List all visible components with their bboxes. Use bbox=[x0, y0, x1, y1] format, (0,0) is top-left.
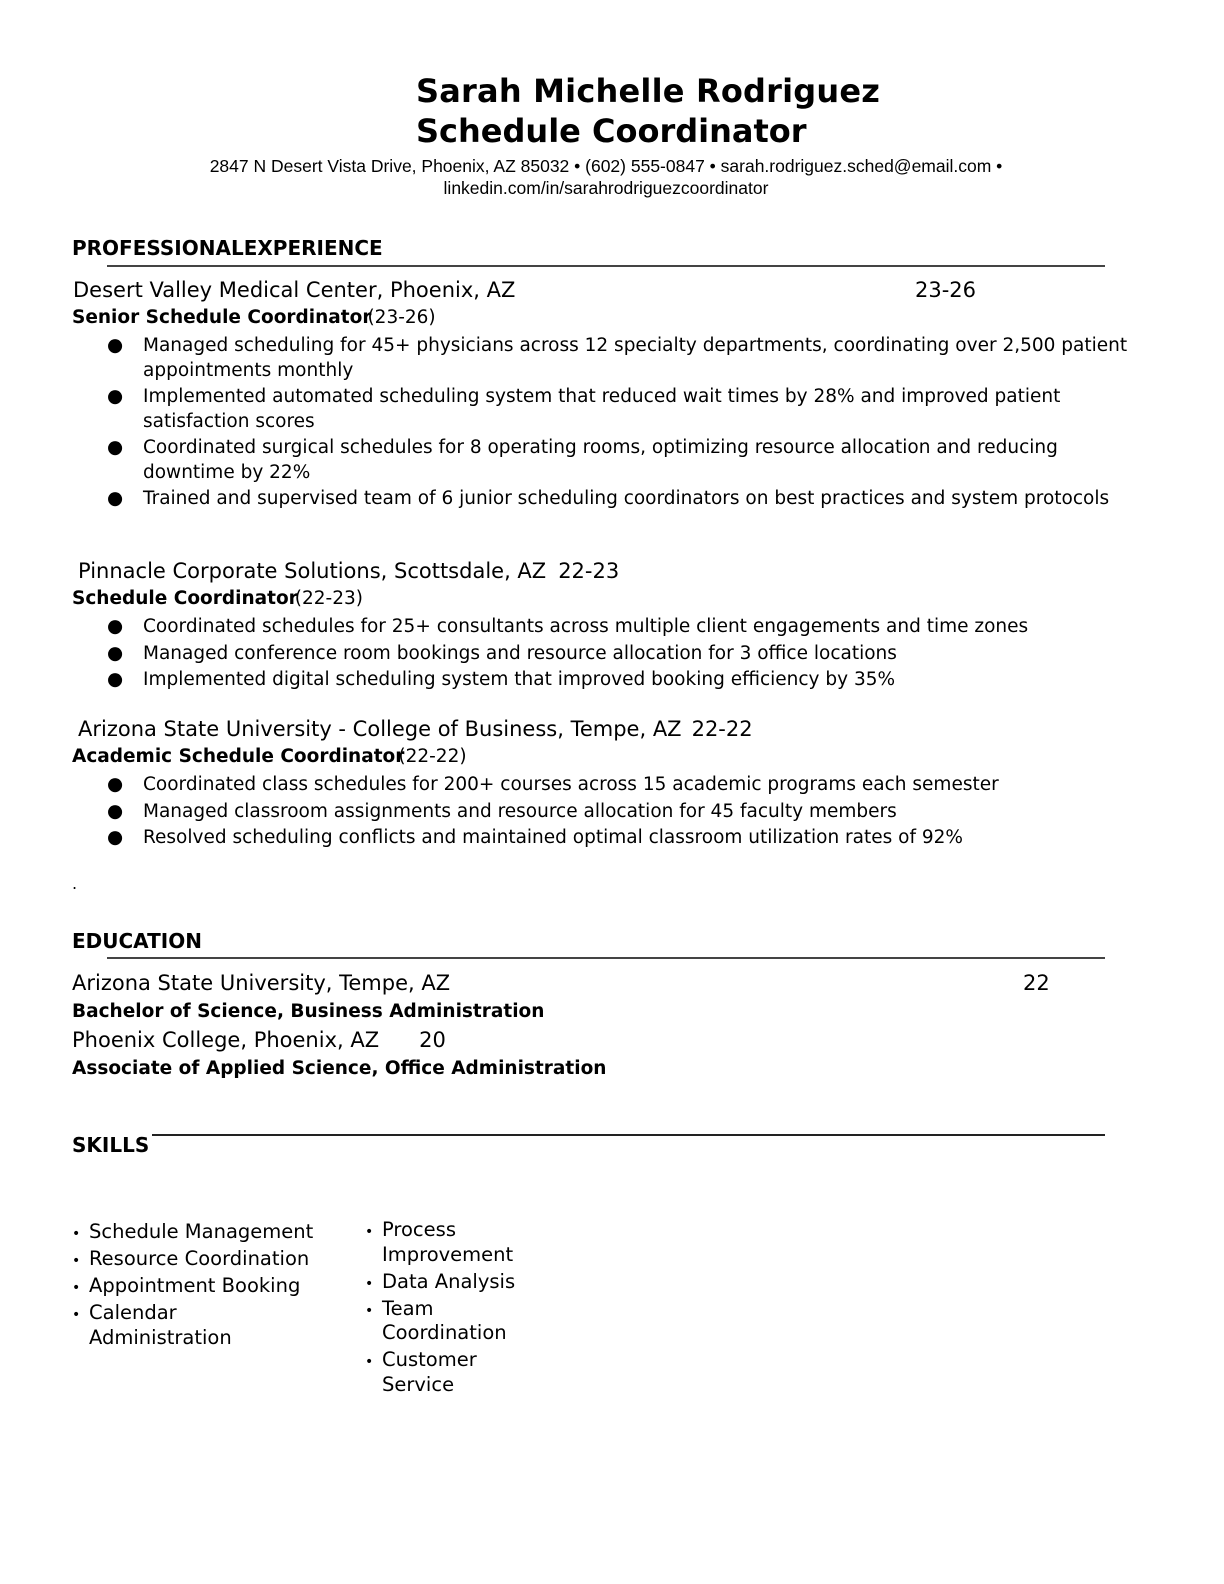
bullet-icon: • bbox=[72, 1280, 81, 1296]
bullet-icon: ● bbox=[107, 669, 124, 690]
bullet-icon: • bbox=[72, 1307, 81, 1323]
bullet-icon: ● bbox=[107, 774, 124, 795]
list-item: ● Coordinated surgical schedules for 8 operating rooms, optimizing resource allocation and reducing downtime by 22% bbox=[107, 437, 1058, 483]
bullet-icon: • bbox=[365, 1275, 374, 1292]
list-item: ● Coordinated class schedules for 200+ courses across 15 academic programs each semester bbox=[107, 773, 1147, 798]
skill-item: • Data Analysis bbox=[365, 1270, 535, 1295]
edu-degree: Associate of Applied Science, Office Administration bbox=[72, 1058, 607, 1079]
job-role: Academic Schedule Coordinator bbox=[72, 746, 405, 767]
bullet-icon: ● bbox=[107, 437, 124, 458]
contact-line: 2847 N Desert Vista Drive, Phoenix, AZ 85032 • (602) 555-0847 • sarah.rodriguez.sched@email.com • bbox=[209, 156, 1003, 176]
skill-item: • Resource Coordination bbox=[72, 1247, 332, 1272]
skill-item: • Process Improvement bbox=[365, 1218, 514, 1266]
job-org: Pinnacle Corporate Solutions, Scottsdale, AZ 22-23 bbox=[78, 559, 620, 583]
candidate-title: Schedule Coordinator bbox=[416, 112, 807, 150]
bullet-icon: ● bbox=[107, 386, 124, 407]
candidate-name: Sarah Michelle Rodriguez bbox=[416, 72, 881, 110]
skill-item: • Customer Service bbox=[365, 1348, 477, 1396]
job-role-line bbox=[72, 588, 363, 609]
bullet-icon: • bbox=[72, 1226, 81, 1242]
job-role-line bbox=[72, 746, 467, 767]
bullet-icon: ● bbox=[107, 488, 124, 509]
bullet-icon: • bbox=[72, 1253, 81, 1269]
bullet-icon: ● bbox=[107, 642, 124, 664]
bullet-icon: • bbox=[365, 1224, 374, 1240]
job-role-dates: (22-22) bbox=[398, 746, 467, 767]
bullet-icon: ● bbox=[107, 335, 124, 356]
job-role-line bbox=[72, 307, 436, 328]
job-dates: 22-23 bbox=[558, 559, 620, 583]
skills-column-1 bbox=[72, 1220, 332, 1353]
linkedin-url: linkedin.com/in/sarahrodriguezcoordinator bbox=[443, 178, 769, 198]
job-role-dates: (23-26) bbox=[367, 307, 436, 328]
skills-column-2 bbox=[365, 1218, 535, 1400]
list-item: ● Trained and supervised team of 6 junior scheduling coordinators on best practices and system protocols bbox=[107, 487, 1147, 512]
section-divider bbox=[107, 957, 1105, 959]
job-role: Senior Schedule Coordinator bbox=[72, 307, 372, 328]
job-role: Schedule Coordinator bbox=[72, 588, 298, 609]
job-bullets bbox=[107, 615, 1147, 695]
job-role-dates: (22-23) bbox=[294, 588, 363, 609]
job-bullets bbox=[107, 334, 1147, 514]
job-org: Arizona State University - College of Business, Tempe, AZ 22-22 bbox=[78, 717, 753, 741]
edu-degree: Bachelor of Science, Business Administration bbox=[72, 1001, 545, 1022]
list-item: ● Coordinated schedules for 25+ consultants across multiple client engagements and time zones bbox=[107, 615, 1147, 640]
job-org: Desert Valley Medical Center, Phoenix, AZ bbox=[73, 278, 516, 302]
list-item: ● Managed classroom assignments and resource allocation for 45 faculty members bbox=[107, 800, 1147, 825]
bullet-icon: • bbox=[365, 1354, 374, 1370]
job-dates: 23-26 bbox=[915, 278, 977, 302]
list-item: ● Managed conference room bookings and resource allocation for 3 office locations bbox=[107, 642, 1147, 667]
edu-year: 22 bbox=[1023, 971, 1050, 995]
bullet-icon: ● bbox=[107, 827, 124, 848]
list-item: ● Implemented automated scheduling system that reduced wait times by 28% and improved patient satisfaction scores bbox=[107, 386, 1061, 432]
section-divider bbox=[152, 1134, 1105, 1136]
list-item: ● Managed scheduling for 45+ physicians across 12 specialty departments, coordinating over 2,500 patient appointments monthly bbox=[107, 335, 1128, 381]
section-divider bbox=[107, 265, 1105, 267]
bullet-icon: ● bbox=[107, 800, 124, 822]
stray-period: . bbox=[72, 874, 78, 893]
list-item: ● Resolved scheduling conflicts and maintained optimal classroom utilization rates of 92% bbox=[107, 826, 1147, 851]
edu-school: Phoenix College, Phoenix, AZ 20 bbox=[72, 1028, 446, 1052]
edu-year: 20 bbox=[419, 1028, 446, 1052]
experience-heading: PROFESSIONALEXPERIENCE bbox=[72, 236, 383, 260]
skill-item: • Appointment Booking bbox=[72, 1274, 332, 1299]
skill-item: • Team Coordination bbox=[365, 1296, 507, 1344]
education-heading: EDUCATION bbox=[72, 929, 202, 953]
job-dates: 22-22 bbox=[691, 717, 753, 741]
bullet-icon: • bbox=[365, 1302, 374, 1319]
skill-item: • Calendar Administration bbox=[72, 1301, 232, 1349]
edu-school: Arizona State University, Tempe, AZ bbox=[72, 971, 451, 995]
list-item: ● Implemented digital scheduling system that improved booking efficiency by 35% bbox=[107, 668, 1147, 693]
bullet-icon: ● bbox=[107, 616, 124, 637]
skills-heading: SKILLS bbox=[72, 1133, 150, 1157]
skill-item: • Schedule Management bbox=[72, 1220, 332, 1245]
job-bullets bbox=[107, 773, 1147, 853]
